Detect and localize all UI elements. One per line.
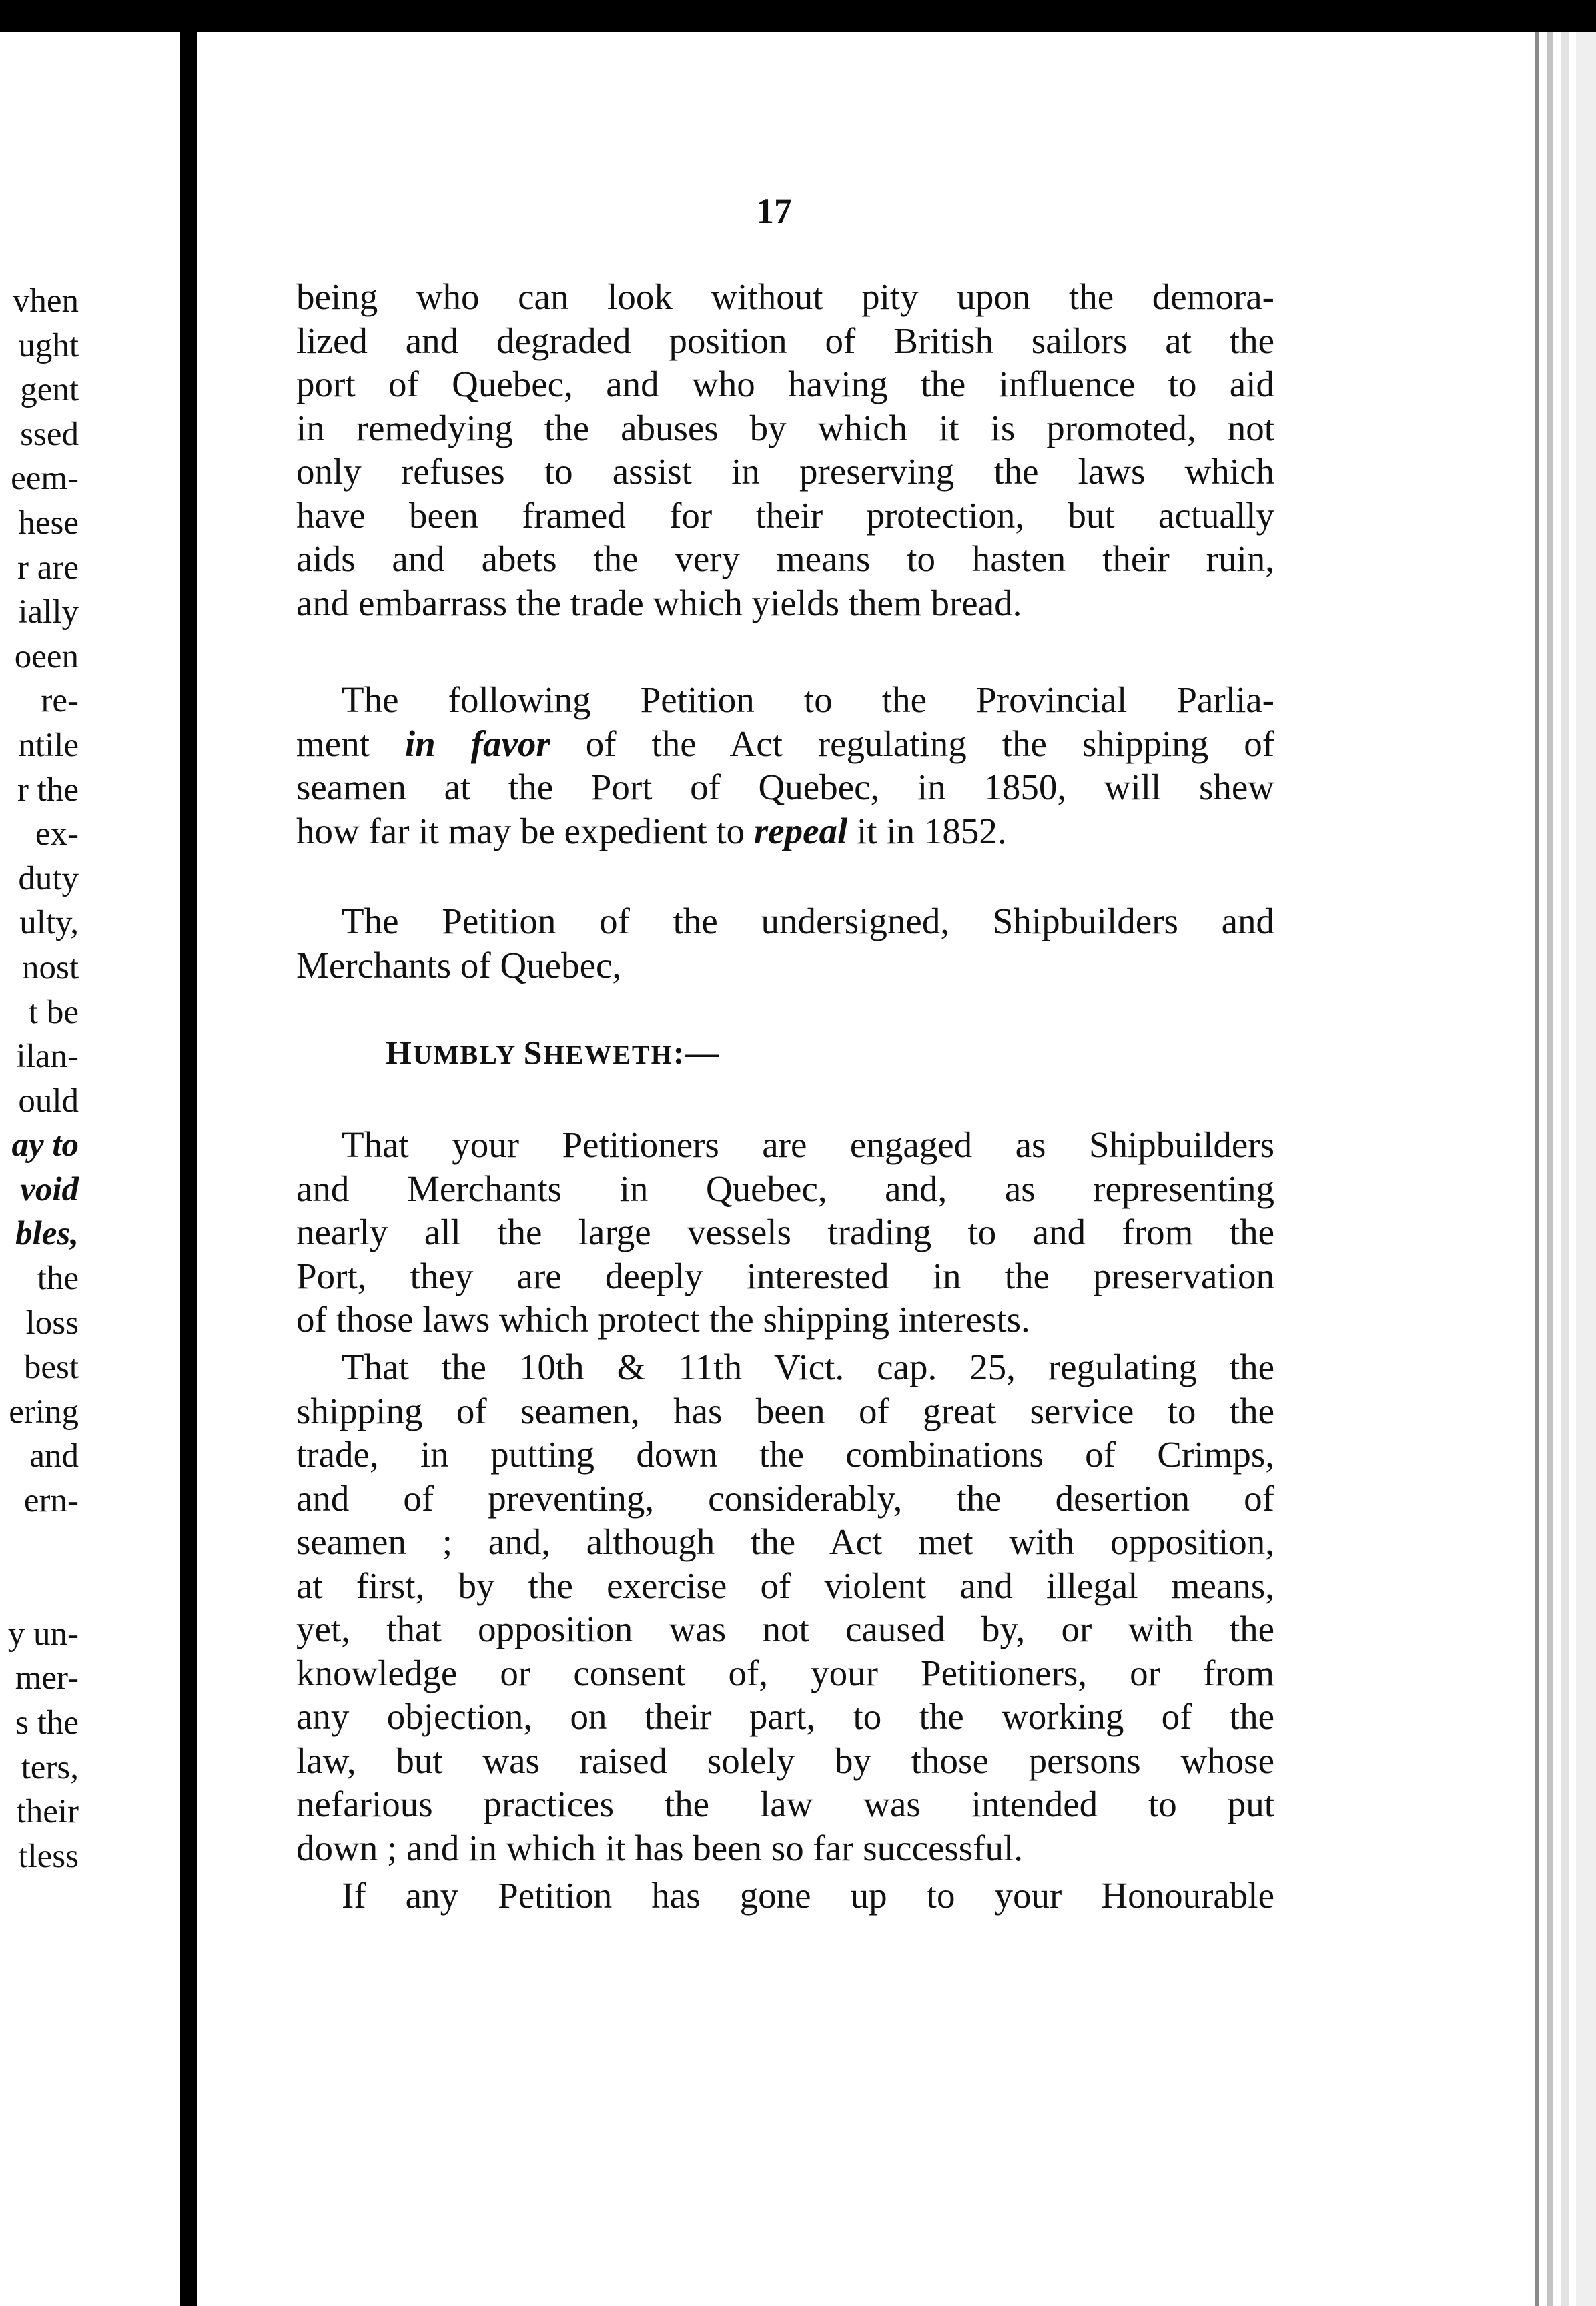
page-edge	[1576, 32, 1596, 2306]
facing-line: mer-	[15, 1659, 79, 1697]
petition-heading	[386, 1033, 720, 1072]
text-line: and Merchants in Quebec, and, as representing	[296, 1168, 1274, 1209]
facing-line: s the	[15, 1704, 79, 1742]
text-line: knowledge or consent of, your Petitioners, or from	[296, 1652, 1274, 1693]
facing-line: their	[16, 1793, 79, 1831]
text-line: only refuses to assist in preserving the laws which	[296, 451, 1274, 492]
facing-page-fragment	[0, 279, 79, 1878]
facing-line: best	[23, 1349, 79, 1387]
emphasis-in-favor: in favor	[404, 723, 550, 764]
facing-line: r are	[17, 548, 79, 587]
text-line: any objection, on their part, to the working of the	[296, 1696, 1274, 1737]
text-line: The Petition of the undersigned, Shipbuilders and	[342, 901, 1274, 941]
page-number: 17	[756, 191, 792, 231]
text-line: Merchants of Quebec,	[296, 944, 622, 986]
facing-line: oeen	[14, 637, 79, 675]
facing-line	[0, 1567, 79, 1612]
facing-line: gent	[20, 371, 79, 409]
facing-line: and	[29, 1437, 79, 1475]
text-line: aids and abets the very means to hasten their ruin,	[296, 538, 1274, 579]
facing-line: nost	[21, 948, 79, 986]
text-run: it in 1852.	[847, 810, 1007, 851]
facing-line: ering	[9, 1393, 79, 1431]
text-line: of those laws which protect the shipping interests.	[296, 1299, 1030, 1340]
text-line: seamen at the Port of Quebec, in 1850, will shew	[296, 767, 1274, 807]
text-line: shipping of seamen, has been of great service to the	[296, 1390, 1274, 1431]
text-line: If any Petition has gone up to your Honourable	[342, 1875, 1274, 1916]
paragraph-4	[296, 1123, 1274, 1342]
text-line: nefarious practices the law was intended to put	[296, 1784, 1274, 1824]
page-edge	[1561, 32, 1569, 2306]
binding-gutter	[180, 0, 197, 2306]
paragraph-1	[296, 275, 1274, 625]
facing-line: ern-	[23, 1482, 79, 1520]
heading-tail: :—	[673, 1034, 721, 1071]
text-line: lized and degraded position of British sailors at the	[296, 320, 1274, 361]
text-line: law, but was raised solely by those persons whose	[296, 1740, 1274, 1781]
text-line: at first, by the exercise of violent and illegal means,	[296, 1565, 1274, 1606]
text-line	[296, 722, 1274, 766]
heading-smallcaps: UMBLY	[412, 1040, 524, 1070]
text-run: how far it may be expedient to	[296, 810, 754, 851]
text-line: seamen ; and, although the Act met with opposition,	[296, 1521, 1274, 1562]
paragraph-5	[296, 1345, 1274, 1870]
heading-smallcaps: HEWETH	[543, 1040, 673, 1070]
facing-line: hese	[18, 504, 79, 542]
facing-line: ilan-	[16, 1038, 79, 1076]
facing-line	[0, 1523, 79, 1568]
text-line: and embarrass the trade which yields them bread.	[296, 582, 1022, 623]
paragraph-2	[296, 678, 1274, 853]
facing-line: ex-	[35, 815, 79, 853]
scan-top-border	[0, 0, 1596, 32]
heading-cap: H	[386, 1034, 413, 1071]
text-line: and of preventing, considerably, the desertion of	[296, 1477, 1274, 1519]
facing-line: r the	[17, 771, 79, 809]
facing-line: bles,	[15, 1215, 79, 1253]
facing-line: the	[37, 1260, 79, 1298]
facing-line: ters,	[21, 1748, 79, 1786]
facing-line: ntile	[18, 726, 79, 764]
text-line: have been framed for their protection, but actually	[296, 494, 1274, 536]
text-line: The following Petition to the Provincial Parlia-	[342, 679, 1274, 720]
facing-line: ulty,	[19, 904, 79, 942]
heading-cap: S	[523, 1034, 544, 1071]
facing-line: ould	[18, 1082, 79, 1120]
paragraph-6	[296, 1874, 1274, 1918]
facing-line: tless	[18, 1837, 79, 1875]
facing-line: re-	[41, 682, 79, 720]
facing-line: vhen	[12, 282, 79, 320]
facing-line: ay to	[11, 1126, 79, 1164]
text-line: Port, they are deeply interested in the preservation	[296, 1255, 1274, 1296]
facing-line: eem-	[11, 460, 79, 498]
facing-line: y un-	[7, 1615, 79, 1653]
text-line: That the 10th & 11th Vict. cap. 25, regulating the	[342, 1347, 1274, 1387]
page-edge	[1547, 32, 1553, 2306]
text-line: That your Petitioners are engaged as Shipbuilders	[342, 1124, 1274, 1165]
emphasis-repeal: repeal	[753, 810, 848, 851]
page-edge	[1535, 32, 1539, 2306]
text-line: down ; and in which it has been so far successful.	[296, 1827, 1024, 1868]
text-run: ment	[296, 723, 405, 764]
text-line: trade, in putting down the combinations of Crimps,	[296, 1434, 1274, 1475]
facing-line: t be	[28, 993, 79, 1031]
paragraph-3	[296, 899, 1274, 987]
facing-line: loss	[25, 1304, 79, 1342]
text-run: of the Act regulating the shipping of	[550, 723, 1275, 764]
facing-line: ught	[18, 326, 79, 364]
text-line: yet, that opposition was not caused by, or with the	[296, 1609, 1274, 1649]
facing-line: void	[20, 1170, 79, 1208]
text-line	[296, 809, 1274, 853]
text-line: in remedying the abuses by which it is promoted, not	[296, 407, 1274, 448]
text-line: port of Quebec, and who having the influence to aid	[296, 364, 1274, 404]
facing-line: ially	[18, 593, 79, 631]
text-line: nearly all the large vessels trading to and from the	[296, 1212, 1274, 1252]
text-line: being who can look without pity upon the demora-	[296, 276, 1274, 317]
facing-line: ssed	[20, 415, 79, 453]
facing-line: duty	[18, 859, 79, 897]
